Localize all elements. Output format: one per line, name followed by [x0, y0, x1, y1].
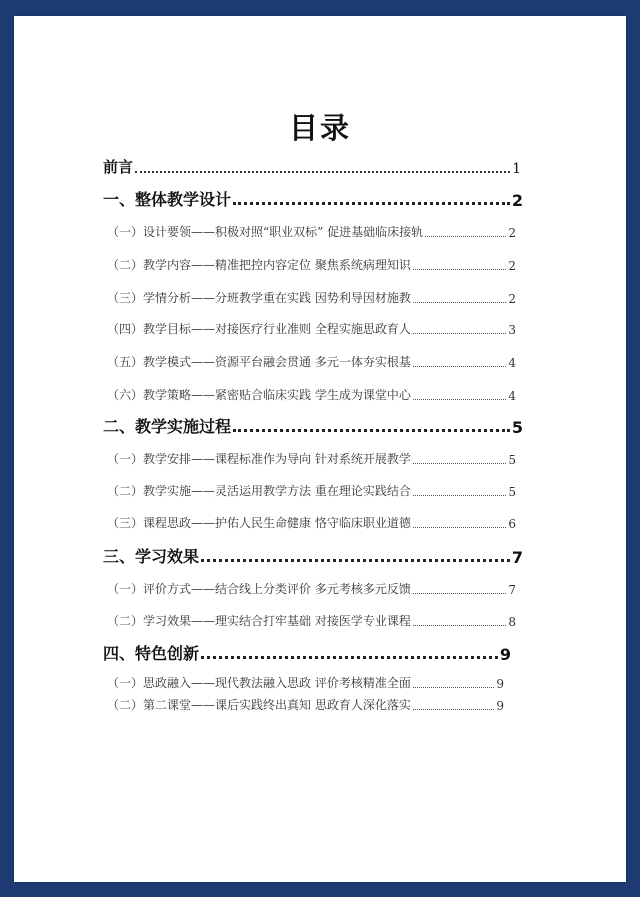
toc-entry-text: 二、教学实施过程 — [103, 417, 232, 436]
toc-section-3 — [103, 544, 523, 567]
toc-title: 目录 — [288, 111, 351, 145]
dot-leader — [413, 527, 507, 528]
toc-entry-text: （二）教学内容——精准把控内容定位 聚焦系统病理知识 — [107, 258, 411, 272]
toc-entry-page: 9 — [499, 645, 511, 664]
toc-subentry — [107, 514, 516, 531]
document-page — [14, 16, 626, 882]
toc-entry-text: （六）教学策略——紧密贴合临床实践 学生成为课堂中心 — [107, 388, 411, 402]
toc-entry-page: 3 — [508, 323, 516, 337]
toc-subentry — [107, 674, 504, 691]
toc-entry-text: （一）思政融入——现代教法融入思政 评价考核精准全面 — [107, 676, 411, 690]
toc-entry-page: 5 — [508, 453, 516, 467]
toc-entry-text: （五）教学模式——资源平台融会贯通 多元一体夯实根基 — [107, 355, 411, 369]
toc-entry-page: 6 — [508, 517, 516, 531]
toc-entry-text: 三、学习效果 — [103, 547, 200, 566]
toc-subentry — [107, 450, 516, 467]
toc-entry-text: （四）教学目标——对接医疗行业准则 全程实施思政育人 — [107, 322, 411, 336]
toc-entry-page: 4 — [508, 389, 516, 403]
dot-leader — [413, 687, 495, 688]
toc-entry-page: 2 — [511, 191, 523, 210]
toc-subentry — [107, 612, 516, 629]
toc-subentry — [107, 320, 516, 337]
toc-entry-text: （三）课程思政——护佑人民生命健康 恪守临床职业道德 — [107, 516, 411, 530]
toc-entry-preface — [103, 156, 521, 177]
dot-leader — [135, 171, 510, 173]
dot-leader — [425, 236, 506, 237]
dot-leader — [233, 429, 510, 432]
toc-subentry — [107, 256, 516, 273]
toc-subentry — [107, 482, 516, 499]
toc-entry-text: （一）评价方式——结合线上分类评价 多元考核多元反馈 — [107, 582, 411, 596]
toc-entry-text: （二）学习效果——理实结合打牢基础 对接医学专业课程 — [107, 614, 411, 628]
dot-leader — [413, 495, 507, 496]
dot-leader — [413, 302, 507, 303]
toc-entry-page: 5 — [511, 418, 523, 437]
toc-entry-text: （二）教学实施——灵活运用教学方法 重在理论实践结合 — [107, 484, 411, 498]
toc-entry-page: 4 — [508, 356, 516, 370]
toc-entry-text: 一、整体教学设计 — [103, 190, 232, 209]
toc-entry-text: （三）学情分析——分班教学重在实践 因势利导因材施教 — [107, 291, 411, 305]
dot-leader — [201, 559, 510, 562]
dot-leader — [413, 333, 507, 334]
toc-section-4 — [103, 641, 511, 664]
dot-leader — [413, 399, 507, 400]
toc-subentry — [107, 580, 516, 597]
dot-leader — [201, 656, 498, 659]
dot-leader — [233, 202, 510, 205]
toc-entry-page: 7 — [508, 583, 516, 597]
toc-entry-page: 1 — [512, 161, 521, 177]
toc-entry-page: 7 — [511, 548, 523, 567]
toc-entry-page: 8 — [508, 615, 516, 629]
toc-entry-text: （二）第二课堂——课后实践终出真知 思政育人深化落实 — [107, 698, 411, 712]
toc-subentry — [107, 289, 516, 306]
dot-leader — [413, 625, 507, 626]
dot-leader — [413, 463, 507, 464]
dot-leader — [413, 269, 507, 270]
dot-leader — [413, 709, 495, 710]
toc-entry-text: （一）设计要领——积极对照“职业双标” 促进基础临床接轨 — [107, 225, 424, 239]
toc-section-2 — [103, 414, 523, 437]
toc-entry-text: （一）教学安排——课程标准作为导向 针对系统开展教学 — [107, 452, 411, 466]
toc-entry-text: 四、特色创新 — [103, 644, 200, 663]
dot-leader — [413, 593, 507, 594]
toc-entry-page: 2 — [508, 292, 516, 306]
toc-subentry — [107, 353, 516, 370]
toc-subentry — [107, 223, 516, 240]
toc-entry-page: 9 — [496, 677, 504, 691]
toc-entry-page: 2 — [508, 259, 516, 273]
toc-entry-page: 5 — [508, 485, 516, 499]
toc-entry-text: 前言 — [103, 158, 134, 176]
toc-section-1 — [103, 187, 523, 210]
toc-subentry — [107, 696, 504, 713]
toc-subentry — [107, 386, 516, 403]
dot-leader — [413, 366, 507, 367]
toc-entry-page: 2 — [508, 226, 516, 240]
toc-entry-page: 9 — [496, 699, 504, 713]
